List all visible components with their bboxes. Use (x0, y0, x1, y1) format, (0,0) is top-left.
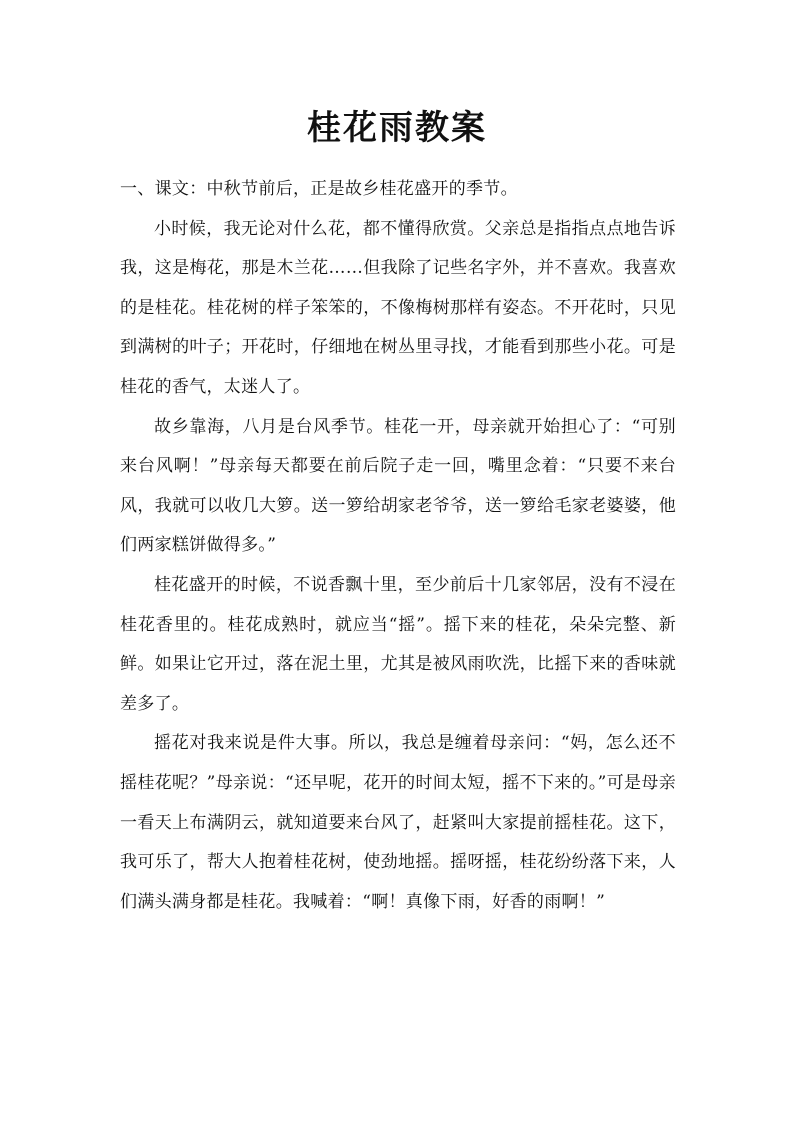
paragraph-2: 故乡靠海，八月是台风季节。桂花一开，母亲就开始担心了：“可别来台风啊！”母亲每天都要在前后院子走一回，嘴里念着：“只要不来台风，我就可以收几大箩。送一箩给胡家老爷爷，送一箩给毛家老婆婆，他们两家糕饼做得多。” (120, 416, 676, 556)
document-body (120, 170, 676, 922)
paragraph-3: 桂花盛开的时候，不说香飘十里，至少前后十几家邻居，没有不浸在桂花香里的。桂花成熟时，就应当“摇”。摇下来的桂花，朵朵完整、新鲜。如果让它开过，落在泥土里，尤其是被风雨吹洗，比摇下来的香味就差多了。 (120, 574, 676, 714)
paragraph-4: 摇花对我来说是件大事。所以，我总是缠着母亲问：“妈，怎么还不摇桂花呢？”母亲说：“还早呢，花开的时间太短，摇不下来的。”可是母亲一看天上布满阴云，就知道要来台风了，赶紧叫大家提前摇桂花。这下，我可乐了，帮大人抱着桂花树，使劲地摇。摇呀摇，桂花纷纷落下来，人们满头满身都是桂花。我喊着：“啊！真像下雨，好香的雨啊！” (120, 733, 676, 912)
paragraph-1: 小时候，我无论对什么花，都不懂得欣赏。父亲总是指指点点地告诉我，这是梅花，那是木兰花……但我除了记些名字外，并不喜欢。我喜欢的是桂花。桂花树的样子笨笨的，不像梅树那样有姿态。不开花时，只见到满树的叶子；开花时，仔细地在树丛里寻找，才能看到那些小花。可是桂花的香气，太迷人了。 (120, 218, 676, 397)
section-heading: 一、课文：中秋节前后，正是故乡桂花盛开的季节。 (120, 179, 518, 199)
document-title: 桂花雨教案 (307, 108, 487, 148)
